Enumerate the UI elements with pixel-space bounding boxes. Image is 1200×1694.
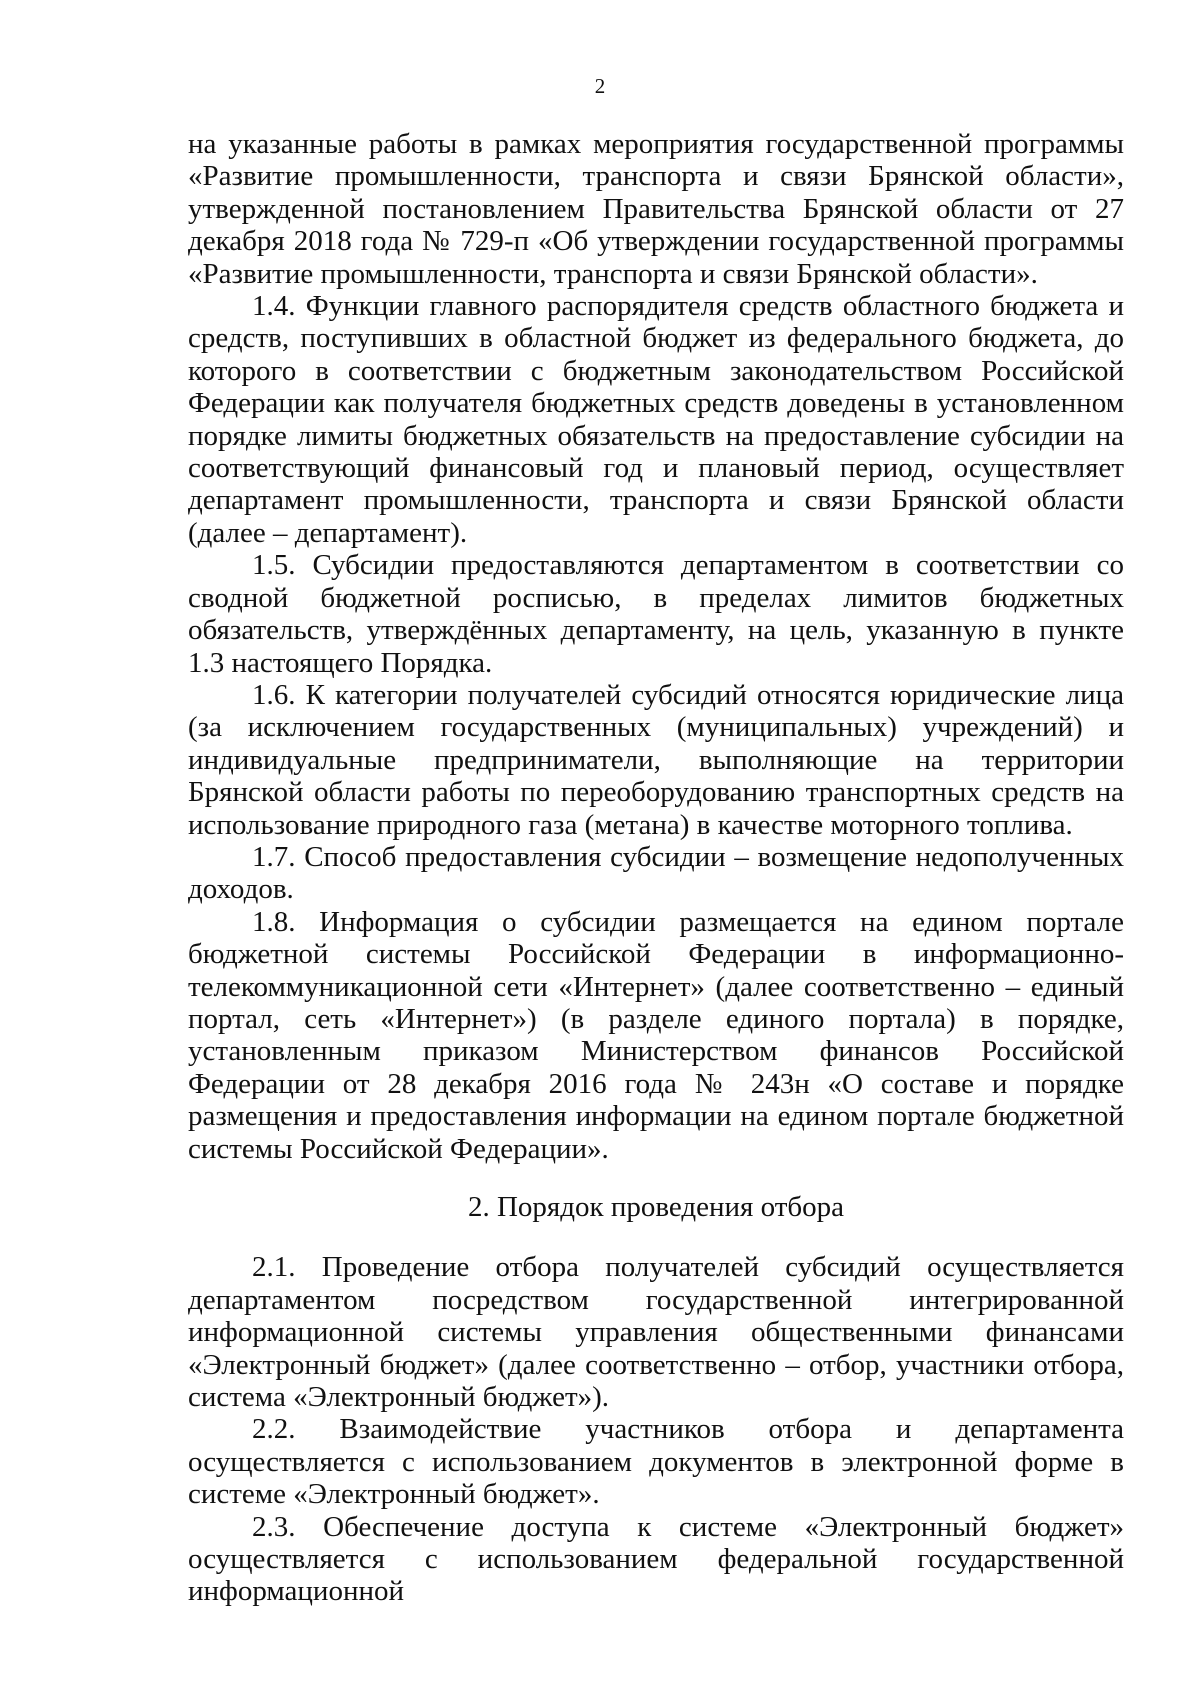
paragraph-1-7: 1.7. Способ предоставления субсидии – возмещение недополученных доходов. [188, 840, 1124, 906]
page-number: 2 [594, 74, 606, 98]
paragraph-2-3: 2.3. Обеспечение доступа к системе «Электронный бюджет» осуществляется с использованием федеральной государственной информационной [188, 1510, 1124, 1608]
paragraph-2-1: 2.1. Проведение отбора получателей субсидий осуществляется департаментом посредством государственной интегрированной информационной системы управления общественными финансами «Электронный бюджет» (далее соответственно – отбор, участники отбора, система «Электронный бюджет»). [188, 1251, 1124, 1414]
paragraph-1-8: 1.8. Информация о субсидии размещается на едином портале бюджетной системы Российской Федерации в информационно-телекоммуникационной сети «Интернет» (далее соответственно – единый портал, сеть «Интернет») (в разделе единого портала) в порядке, установленным приказом Министерством финансов Российской Федерации от 28 декабря 2016 года № 243н «О составе и порядке размещения и предоставления информации на едином портале бюджетной системы Российской Федерации». [188, 905, 1124, 1165]
section-heading: 2. Порядок проведения отбора [467, 1191, 845, 1223]
paragraph-2-2: 2.2. Взаимодействие участников отбора и департамента осуществляется с использованием документов в электронной форме в системе «Электронный бюджет». [188, 1413, 1124, 1511]
paragraph-continuation: на указанные работы в рамках мероприятия государственной программы «Развитие промышленности, транспорта и связи Брянской области», утвержденной постановлением Правительства Брянской области от 27 декабря 2018 года № 729-п «Об утверждении государственной программы «Развитие промышленности, транспорта и связи Брянской области». [188, 128, 1124, 290]
paragraph-1-5: 1.5. Субсидии предоставляются департаментом в соответствии со сводной бюджетной росписью, в пределах лимитов бюджетных обязательств, утверждённых департаменту, на цель, указанную в пункте 1.3 настоящего Порядка. [188, 549, 1124, 679]
paragraph-1-6: 1.6. К категории получателей субсидий относятся юридические лица (за исключением государственных (муниципальных) учреждений) и индивидуальные предприниматели, выполняющие на территории Брянской области работы по переоборудованию транспортных средств на использование природного газа (метана) в качестве моторного топлива. [188, 678, 1124, 841]
document-body [188, 128, 1124, 1608]
paragraph-1-4: 1.4. Функции главного распорядителя средств областного бюджета и средств, поступивших в областной бюджет из федерального бюджета, до которого в соответствии с бюджетным законодательством Российской Федерации как получателя бюджетных средств доведены в установленном порядке лимиты бюджетных обязательств на предоставление субсидии на соответствующий финансовый год и плановый период, осуществляет департамент промышленности, транспорта и связи Брянской области (далее – департамент). [188, 290, 1124, 549]
